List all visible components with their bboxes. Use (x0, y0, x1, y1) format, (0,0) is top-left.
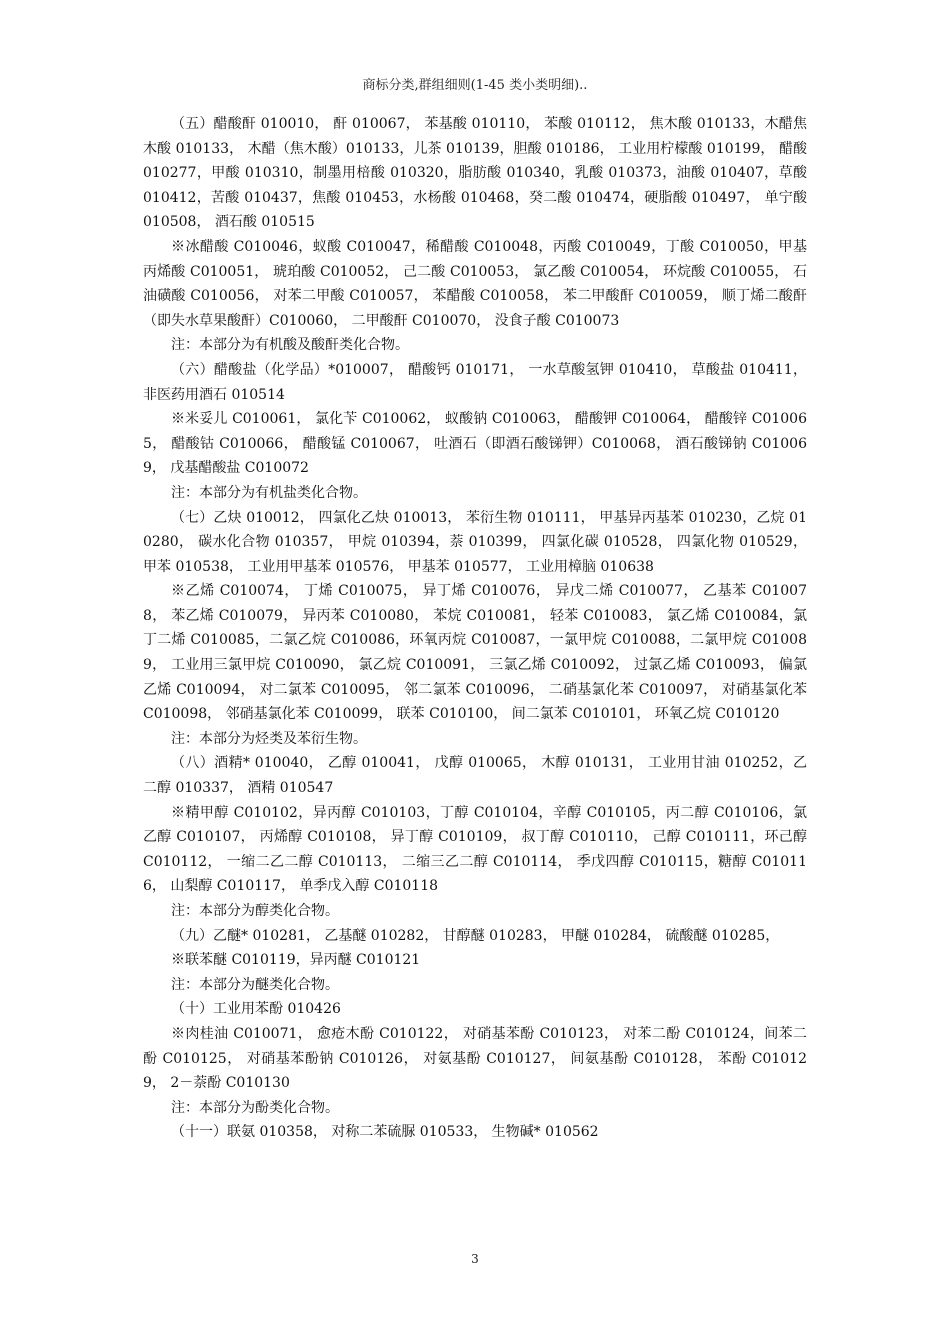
paragraph: （十一）联氨 010358， 对称二苯硫脲 010533， 生物碱* 010562 (171, 1124, 599, 1141)
paragraph: （九）乙醚* 010281， 乙基醚 010282， 甘醇醚 010283， 甲醚 010284， 硫酸醚 010285， (171, 927, 780, 944)
paragraph: （六）醋酸盐（化学品）*010007， 醋酸钙 010171， 一水草酸氢钾 010410， 草酸盐 010411， 非医药用酒石 010514 (143, 361, 807, 403)
paragraph: （八）酒精* 010040， 乙醇 010041， 戊醇 010065， 木醇 010131， 工业用甘油 010252，乙二醇 010337， 酒精 010547 (143, 755, 807, 797)
paragraph: （五）醋酸酐 010010， 酐 010067， 苯基酸 010110， 苯酸 010112， 焦木酸 010133，木醋焦木酸 010133， 木醋（焦木酸）010133，儿茶 010139，胆酸 010186， 工业用柠檬酸 010199， 醋酸 010277，甲酸 010310，制墨用棓酸 010320，脂肪酸 010340，乳酸 010373，油酸 010407，草酸 010412，苦酸 010437，焦酸 010453，水杨酸 010468，癸二酸 010474，硬脂酸 010497， 单宁酸 010508， 酒石酸 010515 (143, 116, 807, 231)
paragraph: ※肉桂油 C010071， 愈疮木酚 C010122， 对硝基苯酚 C010123， 对苯二酚 C010124，间苯二酚 C010125， 对硝基苯酚钠 C010126， 对氨基酚 C010127， 间氨基酚 C010128， 苯酚 C010129， 2－萘酚 C010130 (143, 1025, 807, 1092)
paragraph: ※联苯醚 C010119，异丙醚 C010121 (171, 952, 421, 969)
paragraph: （十）工业用苯酚 010426 (171, 1001, 341, 1018)
page-number: 3 (471, 1252, 479, 1266)
paragraph: （七）乙炔 010012， 四氯化乙炔 010013， 苯衍生物 010111， 甲基异丙基苯 010230，乙烷 010280， 碳水化合物 010357， 甲烷 010394，萘 010399， 四氯化碳 010528， 四氯化物 010529， 甲苯 010538， 工业用甲基苯 010576， 甲基苯 010577， 工业用樟脑 010638 (143, 509, 807, 575)
paragraph-note: 注：本部分为有机酸及酸酐类化合物。 (171, 337, 409, 354)
paragraph-note: 注：本部分为醇类化合物。 (171, 903, 339, 919)
document-body (143, 112, 807, 1145)
paragraph: ※乙烯 C010074， 丁烯 C010075， 异丁烯 C010076， 异戊二烯 C010077， 乙基苯 C010078， 苯乙烯 C010079， 异丙苯 C010080， 苯烷 C010081， 轻苯 C010083， 氯乙烯 C010084，氯丁二烯 C010085，二氯乙烷 C010086，环氧丙烷 C010087，一氯甲烷 C010088，二氯甲烷 C010089， 工业用三氯甲烷 C010090， 氯乙烷 C010091， 三氯乙烯 C010092， 过氯乙烯 C010093， 偏氯乙烯 C010094， 对二氯苯 C010095， 邻二氯苯 C010096， 二硝基氯化苯 C010097， 对硝基氯化苯 C010098， 邻硝基氯化苯 C010099， 联苯 C010100， 间二氯苯 C010101， 环氧乙烷 C010120 (143, 583, 807, 723)
paragraph: ※米妥儿 C010061， 氯化苄 C010062， 蚁酸钠 C010063， 醋酸钾 C010064， 醋酸锌 C010065， 醋酸钴 C010066， 醋酸锰 C010067， 吐酒石（即酒石酸锑钾）C010068， 酒石酸锑钠 C010069， 戊基醋酸盐 C010072 (143, 411, 807, 477)
paragraph-note: 注：本部分为有机盐类化合物。 (171, 484, 367, 501)
paragraph-note: 注：本部分为酚类化合物。 (171, 1099, 339, 1116)
paragraph: ※冰醋酸 C010046，蚁酸 C010047，稀醋酸 C010048，丙酸 C010049，丁酸 C010050，甲基丙烯酸 C010051， 琥珀酸 C010052， 己二酸 C010053， 氯乙酸 C010054， 环烷酸 C010055， 石油磺酸 C010056， 对苯二甲酸 C010057， 苯醋酸 C010058， 苯二甲酸酐 C010059， 顺丁烯二酸酐（即失水草果酸酐）C010060， 二甲酸酐 C010070， 没食子酸 C010073 (143, 238, 807, 329)
paragraph-note: 注：本部分为醚类化合物。 (171, 976, 339, 993)
paragraph-note: 注：本部分为烃类及苯衍生物。 (171, 730, 367, 747)
paragraph: ※精甲醇 C010102，异丙醇 C010103，丁醇 C010104，辛醇 C010105，丙二醇 C010106，氯乙醇 C010107， 丙烯醇 C010108， 异丁醇 C010109， 叔丁醇 C010110， 己醇 C010111，环己醇 C010112， 一缩二乙二醇 C010113， 二缩三乙二醇 C010114， 季戊四醇 C010115，糖醇 C010116， 山梨醇 C010117， 单季戊入醇 C010118 (143, 804, 807, 895)
page-header: 商标分类,群组细则(1-45 类小类明细).. (362, 78, 588, 93)
